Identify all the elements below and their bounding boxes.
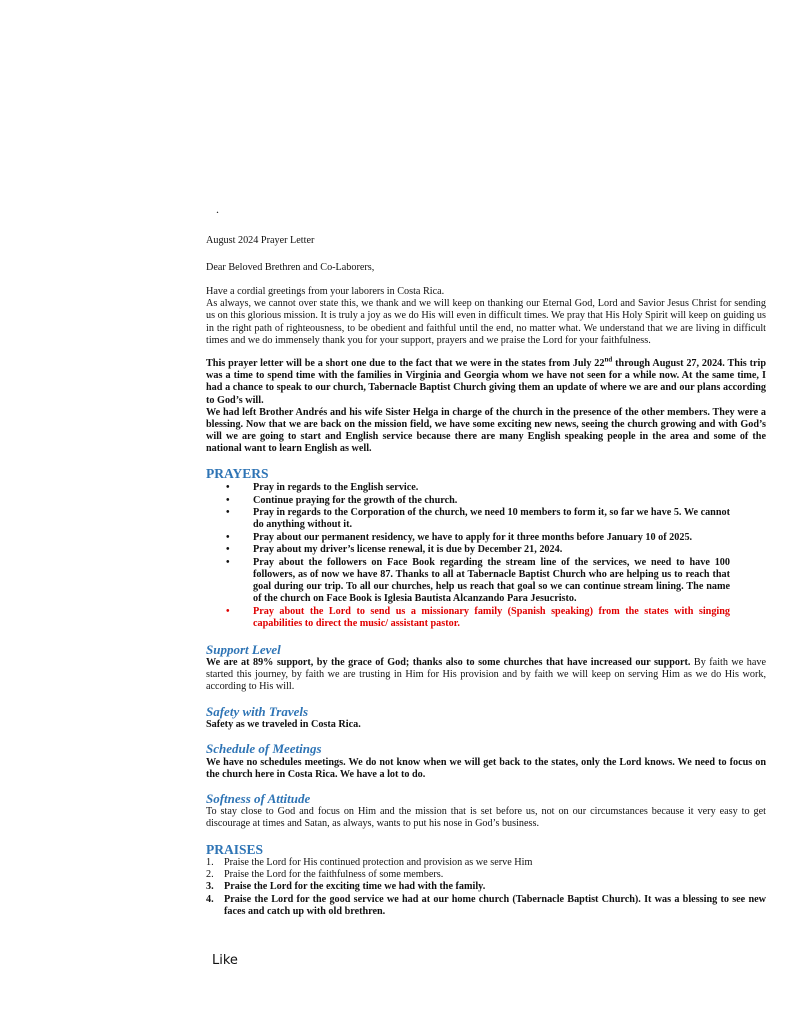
- prayer-text: Pray about my driver’s license renewal, it is due by December 21, 2024.: [253, 544, 563, 556]
- prayers-list: [226, 482, 730, 631]
- bullet-icon: •: [226, 605, 230, 617]
- support-bold: We are at 89% support, by the grace of God; thanks also to some churches that have increased our support.: [206, 657, 691, 668]
- stray-dot: .: [216, 202, 219, 216]
- attitude-text: To stay close to God and focus on Him and the mission that is set before us, not on our circumstances because it very easy to get discourage at times and Satan, as always, wants to put his nose in God’s business.: [206, 806, 766, 830]
- praise-text: Praise the Lord for His continued protection and provision as we serve Him: [224, 857, 533, 868]
- bullet-icon: •: [226, 557, 230, 569]
- support-section: [206, 657, 766, 694]
- praise-text: Praise the Lord for the good service we had at our home church (Tabernacle Baptist Church). It was a blessing to see new faces and catch up with old brethren.: [224, 893, 766, 917]
- bullet-icon: •: [226, 507, 230, 519]
- praises-list: [206, 857, 766, 918]
- praise-number: 3.: [206, 881, 214, 893]
- trip-update-section: [206, 355, 766, 456]
- prayer-item: [226, 495, 730, 507]
- praise-item: [206, 881, 766, 893]
- prayer-item: [226, 544, 730, 556]
- bullet-icon: •: [226, 482, 230, 493]
- ordinal-sup: nd: [604, 355, 613, 364]
- bullet-icon: •: [226, 494, 230, 506]
- attitude-heading: Softness of Attitude: [206, 791, 311, 806]
- praise-item: [206, 894, 766, 918]
- travels-section: [206, 719, 766, 731]
- support-heading: Support Level: [206, 642, 281, 657]
- praise-number: 2.: [206, 869, 214, 881]
- prayer-item-highlight: [226, 606, 730, 630]
- travels-heading: Safety with Travels: [206, 704, 309, 719]
- trip-text-b: through August 27, 2024. This trip was a time to spend time with the families in Virginia and Georgia whom we have not seen for a while now. At the same time, I had a chance to speak to our church, Tabernacle Baptist Church giving them an update of where we are and our plans according to God’s will.: [206, 358, 766, 406]
- prayer-item: [226, 557, 730, 605]
- trip-text-a: This prayer letter will be a short one due to the fact that we were in the states from July 22: [206, 358, 605, 369]
- prayer-text: Pray in regards to the Corporation of the church, we need 10 members to form it, so far we have 5. We cannot do anything without it.: [253, 507, 730, 531]
- praise-text: Praise the Lord for the exciting time we had with the family.: [224, 881, 486, 893]
- trip-paragraph: [206, 355, 766, 407]
- support-text: By faith we have started this journey, by faith we are trusting in Him for His provision and by faith we will keep on serving Him as we do His work, according to His will.: [206, 657, 766, 693]
- salutation: Dear Beloved Brethren and Co-Laborers,: [206, 262, 375, 273]
- church-news-paragraph: We had left Brother Andrés and his wife Sister Helga in charge of the church in the presence of the other members. They were a blessing. Now that we are back on the mission field, we have some exciting new news, seeing the church growing and with God’s will we are going to start and English service because there are many English speaking people in the area and some of the national want to learn English as well.: [206, 406, 766, 455]
- meetings-text: We have no schedules meetings. We do not know when we will get back to the states, only the Lord knows. We need to focus on the church here in Costa Rica. We have a lot to do.: [206, 757, 766, 781]
- prayer-item: [226, 507, 730, 531]
- travels-text: Safety as we traveled in Costa Rica.: [206, 719, 361, 730]
- praises-heading: PRAISES: [206, 842, 264, 857]
- praise-number: 4.: [206, 893, 214, 905]
- support-paragraph: [206, 657, 766, 694]
- bullet-icon: •: [226, 544, 230, 556]
- prayer-text: Pray about the followers on Face Book regarding the stream line of the services, we need to have 100 followers, as of now we have 87. Thanks to all at Tabernacle Baptist Church who are helping us to reach that goal during our trip. To all our churches, help us reach that goal so we can continue stream lining. The name of the church on Face Book is Iglesia Bautista Alcanzando Para Jesucristo.: [253, 557, 730, 605]
- prayer-text: Pray in regards to the English service.: [253, 482, 419, 493]
- like-button[interactable]: Like: [212, 953, 238, 968]
- bullet-icon: •: [226, 531, 230, 543]
- prayer-text: Continue praying for the growth of the church.: [253, 494, 458, 506]
- prayer-text: Pray about the Lord to send us a missionary family (Spanish speaking) from the states with singing capabilities to direct the music/ assistant pastor.: [253, 605, 730, 630]
- praise-number: 1.: [206, 857, 214, 868]
- praise-item: [206, 857, 766, 869]
- praise-text: Praise the Lord for the faithfulness of some members.: [224, 869, 444, 881]
- prayer-item: [226, 532, 730, 544]
- meetings-section: [206, 757, 766, 781]
- letter-title: August 2024 Prayer Letter: [206, 235, 315, 246]
- intro-section: [206, 286, 766, 347]
- praise-item: [206, 869, 766, 881]
- prayers-heading: PRAYERS: [206, 466, 269, 481]
- meetings-heading: Schedule of Meetings: [206, 741, 322, 756]
- greeting-line: Have a cordial greetings from your laborers in Costa Rica.: [206, 286, 445, 297]
- prayer-text: Pray about our permanent residency, we have to apply for it three months before January 10 of 2025.: [253, 531, 693, 543]
- attitude-section: [206, 806, 766, 830]
- prayer-item: [226, 482, 730, 494]
- intro-paragraph: As always, we cannot over state this, we thank and we will keep on thanking our Eternal God, Lord and Savior Jesus Christ for sending us on this glorious mission. It is truly a joy as we do His will even in difficult times. We pray that His Holy Spirit will keep on guiding us in the right path of righteousness, to be obedient and faithful until the end, no matter what. We understand that we are living in difficult times and we do immensely thank you for your support, prayers and we praise the Lord for your faithfulness.: [206, 298, 766, 346]
